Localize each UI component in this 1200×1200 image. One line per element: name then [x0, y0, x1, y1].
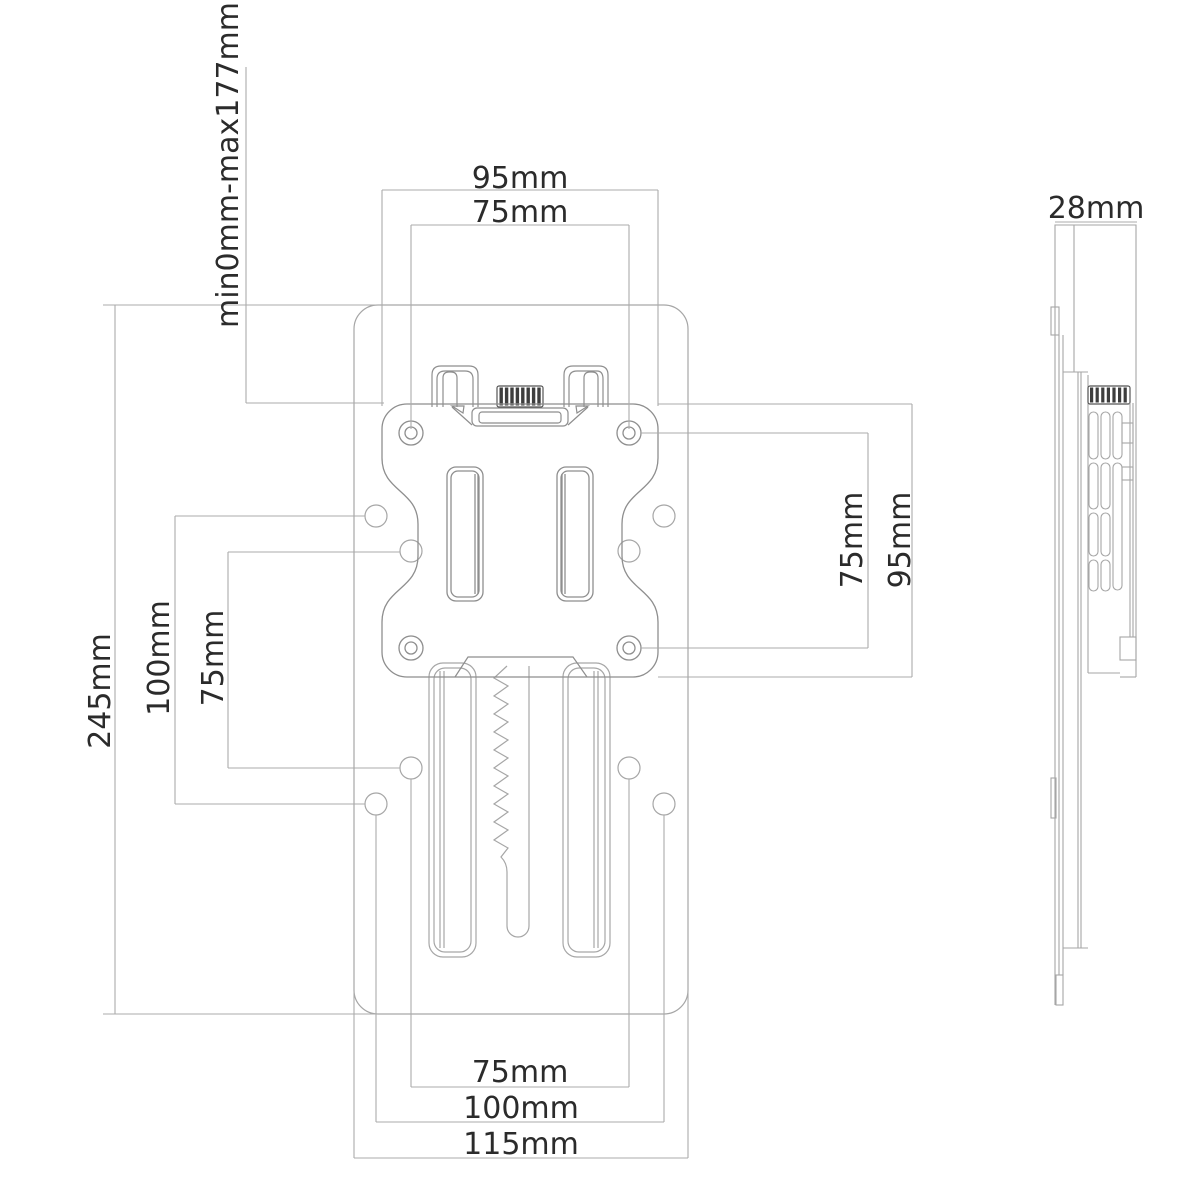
adapter-right-slot: [557, 467, 593, 601]
side-view: [1048, 191, 1145, 1005]
dimension-labels: [83, 2, 918, 1162]
dim-label-height-range: min0mm-max177mm: [211, 1, 246, 329]
left-rail-slot: [429, 663, 476, 957]
wall-plate-outline: [354, 305, 688, 1014]
mounting-hole: [365, 505, 387, 527]
monitor-hook: [1120, 637, 1136, 660]
slider-bracket: [432, 366, 608, 677]
dim-label-plate-width: 115mm: [463, 1127, 579, 1162]
left-hook-tab: [432, 366, 478, 407]
right-hook-tab: [564, 366, 608, 407]
adapter-outline: [382, 404, 658, 677]
adapter-screw-hole: [617, 636, 641, 660]
thumbscrew-side: [1088, 386, 1130, 404]
plate-foot: [1056, 975, 1063, 1005]
mounting-hole: [653, 793, 675, 815]
latch-bar: [452, 406, 588, 426]
ratchet-slots-side: [1089, 412, 1122, 591]
dim-label-inner-hole-vspacing: 75mm: [196, 609, 231, 707]
dim-label-bottom-outer-hole-spacing: 100mm: [463, 1091, 579, 1126]
mounting-hole: [618, 540, 640, 562]
ratchet-strip: [494, 666, 529, 937]
mounting-hole: [365, 793, 387, 815]
dim-label-right-hole-vspacing: 75mm: [835, 491, 870, 589]
dim-label-outer-hole-vspacing: 100mm: [142, 600, 177, 716]
mounting-hole: [653, 505, 675, 527]
adapter-left-slot: [447, 467, 483, 601]
mounting-hole: [618, 757, 640, 779]
side-profile: [1051, 225, 1136, 1005]
dim-label-plate-height: 245mm: [83, 633, 118, 749]
wall-plate: [354, 305, 688, 1014]
vesa-adapter-plate: [382, 404, 658, 677]
mounting-hole: [400, 540, 422, 562]
dim-label-adapter-height: 95mm: [883, 491, 918, 589]
front-view: [83, 2, 918, 1162]
right-rail-slot: [563, 663, 610, 957]
dim-label-top-outer-width: 95mm: [471, 161, 569, 196]
mounting-hole: [400, 757, 422, 779]
dim-label-depth: 28mm: [1047, 191, 1145, 226]
dim-label-top-hole-width: 75mm: [471, 195, 569, 230]
adapter-screw-hole: [399, 636, 423, 660]
dim-label-bottom-hole-spacing: 75mm: [471, 1055, 569, 1090]
